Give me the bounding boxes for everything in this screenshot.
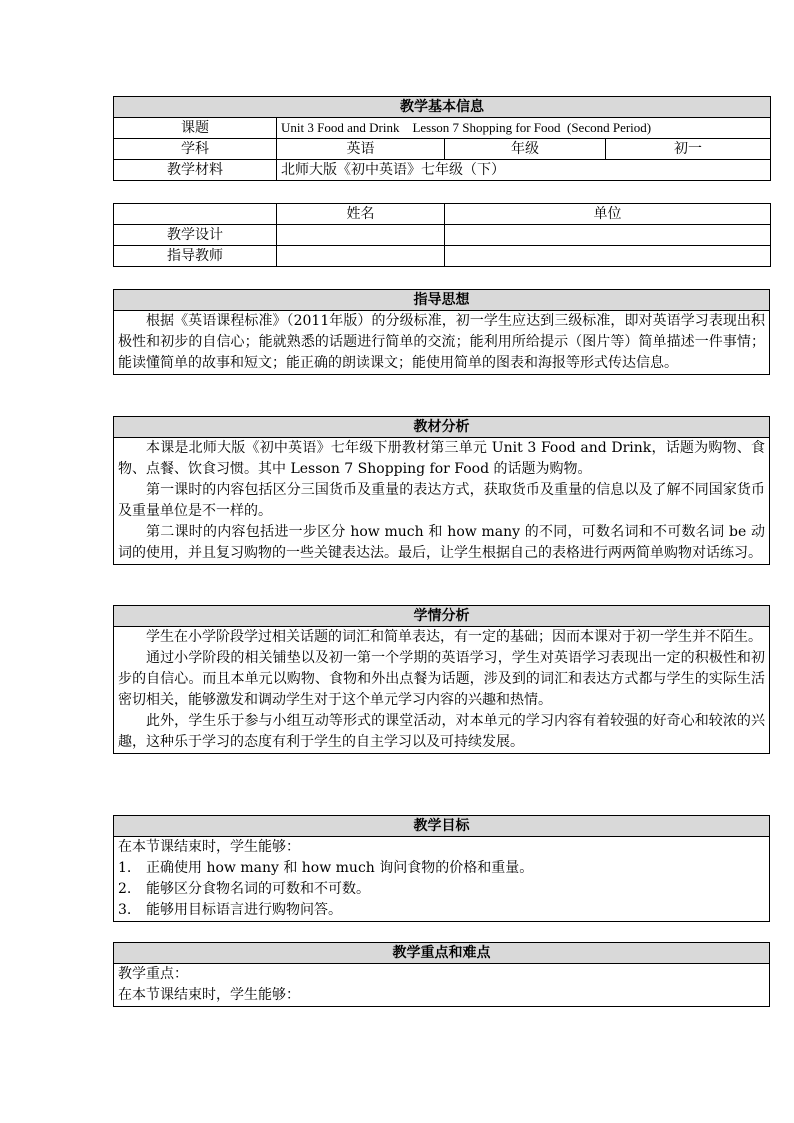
material-paragraph-1: 本课是北师大版《初中英语》七年级下册教材第三单元 Unit 3 Food and Drink，话题为购物、食物、点餐、饮食习惯。其中 Lesson 7 Shopping for Food 的话题为购物。 — [118, 440, 765, 477]
key-points-table — [113, 942, 770, 1007]
student-analysis-table — [113, 605, 770, 754]
guide-name-cell — [277, 246, 445, 267]
objective-number: 3. — [118, 902, 132, 918]
grade-value: 初一 — [606, 139, 771, 160]
student-paragraph-3: 此外，学生乐于参与小组互动等形式的课堂活动，对本单元的学习内容有着较强的好奇心和较浓的兴趣，这种乐于学习的态度有利于学生的自主学习以及可持续发展。 — [118, 713, 765, 750]
topic-label: 课题 — [114, 118, 277, 139]
topic-value: Unit 3 Food and Drink Lesson 7 Shopping for Food (Second Period) — [277, 118, 771, 139]
objective-item — [118, 858, 765, 879]
objective-text: 能够区分食物名词的可数和不可数。 — [146, 881, 370, 897]
design-name-cell — [277, 225, 445, 246]
material-value: 北师大版《初中英语》七年级（下） — [277, 160, 771, 181]
basic-info-header: 教学基本信息 — [114, 97, 771, 118]
people-table — [113, 203, 771, 267]
design-unit-cell — [445, 225, 771, 246]
material-analysis-header: 教材分析 — [114, 417, 770, 438]
subject-label: 学科 — [114, 139, 277, 160]
grade-label: 年级 — [445, 139, 606, 160]
student-analysis-header: 学情分析 — [114, 606, 770, 627]
key-points-line-1: 教学重点： — [118, 966, 188, 982]
key-points-line-2: 在本节课结束时，学生能够： — [118, 987, 300, 1003]
design-label: 教学设计 — [114, 225, 277, 246]
guiding-header: 指导思想 — [114, 290, 770, 311]
subject-value: 英语 — [277, 139, 445, 160]
objectives-intro: 在本节课结束时，学生能够： — [118, 839, 300, 855]
objective-item — [118, 900, 765, 921]
objective-text: 能够用目标语言进行购物问答。 — [146, 902, 342, 918]
objective-text: 正确使用 how many 和 how much 询问食物的价格和重量。 — [146, 860, 534, 876]
objective-number: 2. — [118, 881, 132, 897]
guiding-table — [113, 289, 770, 375]
guide-unit-cell — [445, 246, 771, 267]
student-paragraph-2: 通过小学阶段的相关铺垫以及初一第一个学期的英语学习，学生对英语学习表现出一定的积极性和初步的自信心。而且本单元以购物、食物和外出点餐为话题，涉及到的词汇和表达方式都与学生的实际生活密切相关，能够激发和调动学生对于这个单元学习内容的兴趣和热情。 — [118, 650, 765, 708]
key-points-header: 教学重点和难点 — [114, 943, 770, 964]
name-header: 姓名 — [277, 204, 445, 225]
guide-label: 指导教师 — [114, 246, 277, 267]
material-label: 教学材料 — [114, 160, 277, 181]
guiding-paragraph: 根据《英语课程标准》（2011年版）的分级标准，初一学生应达到三级标准，即对英语学习表现出积极性和初步的自信心；能就熟悉的话题进行简单的交流；能利用所给提示（图片等）简单描述一件事情；能读懂简单的故事和短文；能正确的朗读课文；能使用简单的图表和海报等形式传达信息。 — [118, 313, 765, 371]
material-analysis-table — [113, 416, 770, 565]
unit-header: 单位 — [445, 204, 771, 225]
material-paragraph-2: 第一课时的内容包括区分三国货币及重量的表达方式，获取货币及重量的信息以及了解不同国家货币及重量单位是不一样的。 — [118, 482, 765, 519]
objective-number: 1. — [118, 860, 132, 876]
material-paragraph-3: 第二课时的内容包括进一步区分 how much 和 how many 的不同，可数名词和不可数名词 be 动词的使用，并且复习购物的一些关键表达法。最后，让学生根据自己的表格进行两两简单购物对话练习。 — [118, 524, 765, 561]
basic-info-table — [113, 96, 771, 181]
objectives-header: 教学目标 — [114, 816, 770, 837]
objectives-table — [113, 815, 770, 922]
objective-item — [118, 879, 765, 900]
student-paragraph-1: 学生在小学阶段学过相关话题的词汇和简单表达，有一定的基础；因而本课对于初一学生并不陌生。 — [146, 629, 762, 645]
